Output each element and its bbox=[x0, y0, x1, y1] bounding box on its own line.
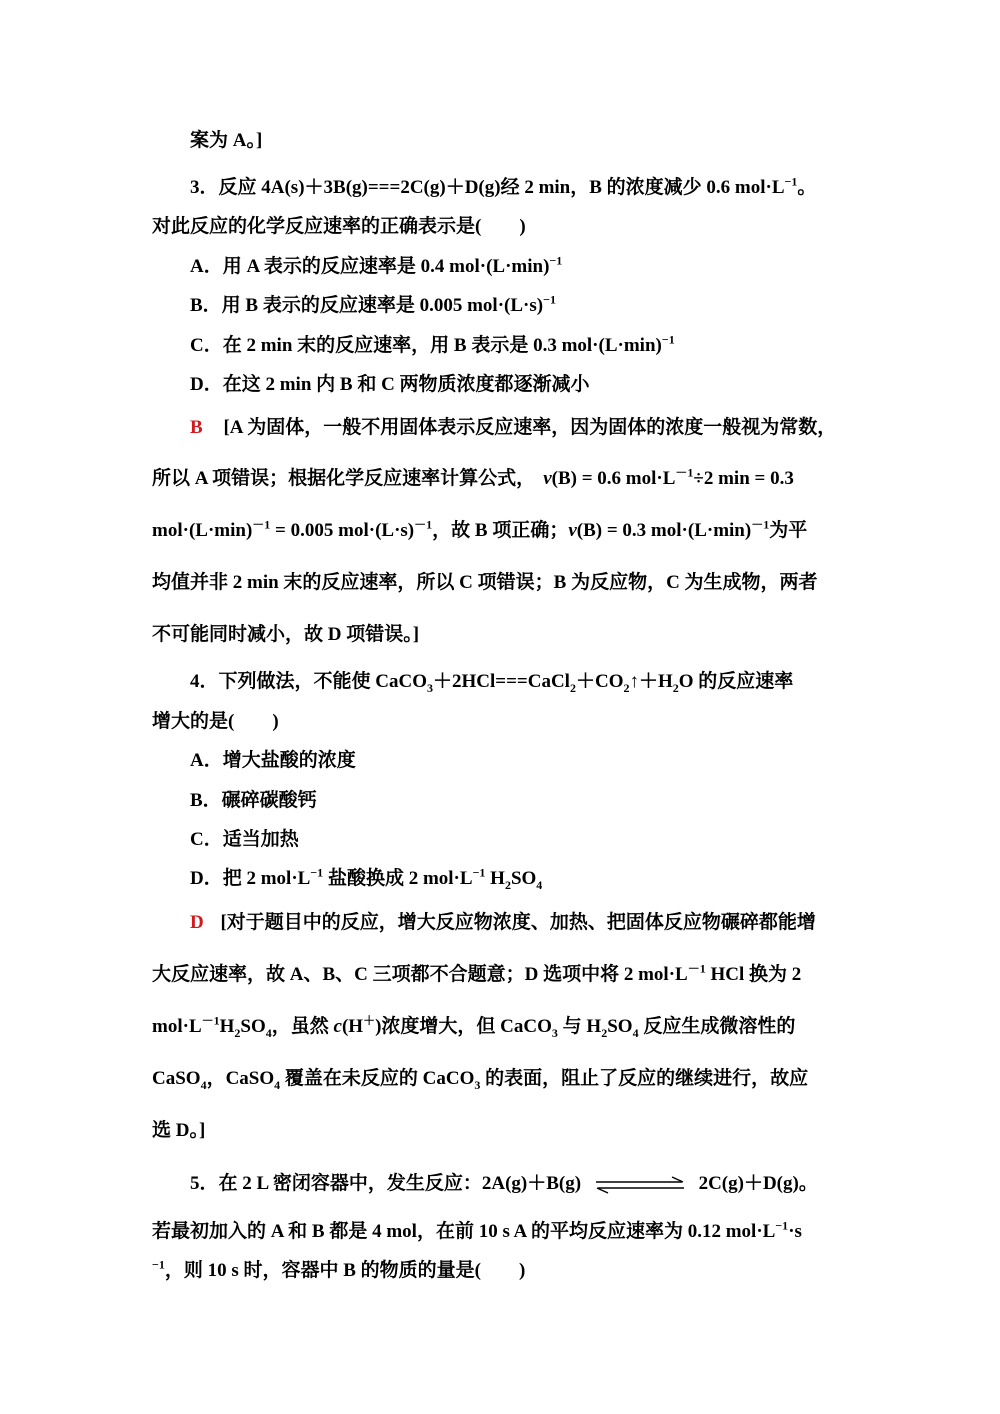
q5-stem-line-2 bbox=[152, 1219, 802, 1245]
sup: −1 bbox=[152, 1257, 165, 1272]
text: 3．反应 4A(s)＋3B(g)===2C(g)＋D(g)经 2 min，B 的浓度减少 0.6 mol·L bbox=[190, 177, 785, 198]
text: CaSO bbox=[152, 1068, 201, 1089]
text: 与 H bbox=[557, 1016, 602, 1037]
text: ↑＋H bbox=[629, 671, 673, 692]
text: ，虽然 bbox=[271, 1016, 334, 1037]
text: A．用 A 表示的反应速率是 0.4 mol·(L·min) bbox=[190, 256, 550, 277]
text: 覆盖在未反应的 CaCO bbox=[280, 1068, 475, 1089]
text: 增大的是( ) bbox=[152, 711, 279, 732]
sub: 2 bbox=[623, 680, 630, 695]
answer-letter: B bbox=[190, 417, 203, 438]
text: 案为 A。] bbox=[190, 130, 263, 151]
text: 不可能同时减小，故 D 项错误。] bbox=[152, 624, 420, 645]
sub: 4 bbox=[536, 877, 543, 892]
q3-explanation-line-1 bbox=[190, 415, 836, 441]
sub: 2 bbox=[601, 1025, 608, 1040]
q4-option-b bbox=[190, 788, 317, 814]
text: SO bbox=[607, 1016, 633, 1037]
answer-letter: D bbox=[190, 912, 204, 933]
sup: －1 bbox=[751, 517, 770, 532]
equilibrium-arrow-icon bbox=[594, 1176, 686, 1194]
text: (H bbox=[341, 1016, 364, 1037]
sub: 4 bbox=[265, 1025, 272, 1040]
text: 对此反应的化学反应速率的正确表示是( ) bbox=[152, 216, 526, 237]
previous-answer-end bbox=[190, 128, 262, 154]
text: ，则 10 s 时，容器中 B 的物质的量是( ) bbox=[164, 1260, 526, 1281]
text: 2C(g)＋D(g)。 bbox=[698, 1173, 818, 1194]
text: D．把 2 mol·L bbox=[190, 868, 311, 889]
q4-explanation-line-1 bbox=[190, 910, 816, 936]
text: 大反应速率，故 A、B、C 三项都不合题意；D 选项中将 2 mol·L bbox=[152, 964, 688, 985]
text: [A 为固体，一般不用固体表示反应速率，因为固体的浓度一般视为常数， bbox=[223, 417, 837, 438]
sup: −1 bbox=[310, 865, 324, 880]
sub: 2 bbox=[672, 680, 679, 695]
text: ，故 B 项正确； bbox=[432, 520, 569, 541]
sub: 3 bbox=[426, 680, 433, 695]
sup: －1 bbox=[414, 517, 433, 532]
equilibrium-arrow-svg bbox=[594, 1176, 686, 1194]
text: ·s bbox=[788, 1221, 802, 1242]
text: ，CaSO bbox=[206, 1068, 275, 1089]
text: 所以 A 项错误；根据化学反应速率计算公式， bbox=[152, 468, 536, 489]
sub: 4 bbox=[274, 1077, 281, 1092]
text: = 0.005 mol·(L·s) bbox=[270, 520, 415, 541]
sub: 4 bbox=[200, 1077, 207, 1092]
sup: －1 bbox=[687, 961, 706, 976]
sub: 3 bbox=[551, 1025, 558, 1040]
text: H bbox=[219, 1016, 235, 1037]
text: SO bbox=[510, 868, 537, 889]
text: 均值并非 2 min 末的反应速率，所以 C 项错误；B 为反应物，C 为生成物，两者 bbox=[152, 572, 818, 593]
sup: －1 bbox=[201, 1013, 220, 1028]
var: v bbox=[543, 468, 552, 489]
text: mol·(L·min) bbox=[152, 520, 253, 541]
q4-explanation-line-5 bbox=[152, 1118, 205, 1144]
q4-explanation-line-4 bbox=[152, 1066, 808, 1092]
q3-explanation-line-5 bbox=[152, 622, 419, 648]
text: (B) = 0.3 mol·(L·min) bbox=[576, 520, 752, 541]
text: C．适当加热 bbox=[190, 829, 299, 850]
text: SO bbox=[240, 1016, 266, 1037]
text: 若最初加入的 A 和 B 都是 4 mol，在前 10 s A 的平均反应速率为 0.12 mol·L bbox=[152, 1221, 776, 1242]
sup: −1 bbox=[472, 865, 486, 880]
sub: 3 bbox=[474, 1077, 481, 1092]
q3-explanation-line-2 bbox=[152, 466, 794, 492]
sub: 2 bbox=[504, 877, 511, 892]
sub: 2 bbox=[234, 1025, 241, 1040]
q3-option-c bbox=[190, 333, 675, 359]
text: A．增大盐酸的浓度 bbox=[190, 750, 356, 771]
sub: 4 bbox=[632, 1025, 639, 1040]
text: 选 D。] bbox=[152, 1120, 206, 1141]
sub: 2 bbox=[569, 680, 576, 695]
text: H bbox=[485, 868, 505, 889]
q3-option-d bbox=[190, 372, 590, 398]
sup: −1 bbox=[549, 253, 563, 268]
var: c bbox=[333, 1016, 342, 1037]
text: )浓度增大，但 CaCO bbox=[375, 1016, 552, 1037]
text: mol·L bbox=[152, 1016, 202, 1037]
q3-option-a bbox=[190, 254, 562, 280]
sup: −1 bbox=[543, 292, 556, 307]
q4-option-a bbox=[190, 748, 356, 774]
sup: −1 bbox=[661, 332, 675, 347]
q4-stem-line-1 bbox=[190, 669, 793, 695]
sup: －1 bbox=[675, 465, 694, 480]
q5-stem-line-1 bbox=[190, 1171, 818, 1197]
sup: ＋ bbox=[363, 1013, 376, 1028]
text: [对于题目中的反应，增大反应物浓度、加热、把固体反应物碾碎都能增 bbox=[220, 912, 816, 933]
text: ÷2 min = 0.3 bbox=[693, 468, 794, 489]
text: 盐酸换成 2 mol·L bbox=[323, 868, 473, 889]
text: D．在这 2 min 内 B 和 C 两物质浓度都逐渐减小 bbox=[190, 374, 590, 395]
var: v bbox=[568, 520, 577, 541]
q4-option-c bbox=[190, 827, 299, 853]
q3-explanation-line-3 bbox=[152, 518, 807, 544]
q4-explanation-line-3 bbox=[152, 1014, 795, 1040]
text: ＋2HCl===CaCl bbox=[432, 671, 570, 692]
text: 反应生成微溶性的 bbox=[638, 1016, 796, 1037]
sup: −1 bbox=[784, 174, 798, 189]
text: B．碾碎碳酸钙 bbox=[190, 790, 317, 811]
q5-stem-line-3 bbox=[152, 1258, 525, 1284]
q4-explanation-line-2 bbox=[152, 962, 801, 988]
q3-stem-line-1 bbox=[190, 175, 816, 201]
text: HCl 换为 2 bbox=[705, 964, 802, 985]
q3-stem-line-2 bbox=[152, 214, 526, 240]
text: 4．下列做法，不能使 CaCO bbox=[190, 671, 427, 692]
sup: －1 bbox=[252, 517, 271, 532]
text: 5．在 2 L 密闭容器中，发生反应：2A(g)＋B(g) bbox=[190, 1173, 582, 1194]
q3-option-b bbox=[190, 293, 556, 319]
text: B．用 B 表示的反应速率是 0.005 mol·(L·s) bbox=[190, 295, 544, 316]
text: C．在 2 min 末的反应速率，用 B 表示是 0.3 mol·(L·min) bbox=[190, 335, 662, 356]
text: (B) = 0.6 mol·L bbox=[551, 468, 676, 489]
text: ＋CO bbox=[575, 671, 624, 692]
q3-explanation-line-4 bbox=[152, 570, 818, 596]
q4-stem-line-2 bbox=[152, 709, 279, 735]
q4-option-d bbox=[190, 866, 542, 892]
text: 为平 bbox=[769, 520, 808, 541]
text: 。 bbox=[797, 177, 817, 198]
text: 的表面，阻止了反应的继续进行，故应 bbox=[480, 1068, 809, 1089]
text: O 的反应速率 bbox=[678, 671, 794, 692]
sup: −1 bbox=[775, 1218, 789, 1233]
